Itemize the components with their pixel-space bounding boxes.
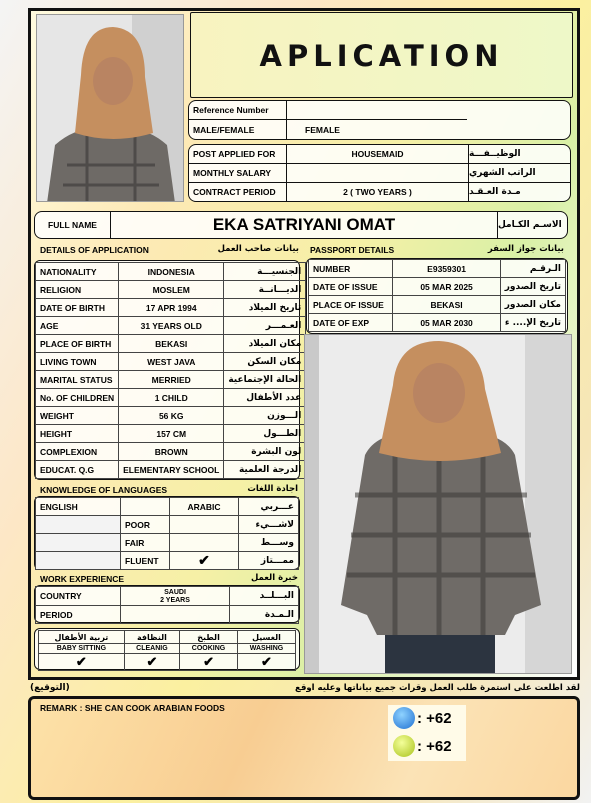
details-row-value: BEKASI bbox=[119, 335, 224, 353]
skill-ar: تربية الأطفال bbox=[39, 631, 125, 644]
period-label: PERIOD bbox=[36, 606, 121, 624]
details-row bbox=[36, 335, 306, 353]
skill-check: ✔ bbox=[180, 654, 238, 671]
skills-table bbox=[38, 630, 296, 671]
skill-ar: الغسيل bbox=[238, 631, 296, 644]
passport-row-label: NUMBER bbox=[309, 260, 393, 278]
post-applied-value: HOUSEMAID bbox=[287, 145, 469, 164]
country-value bbox=[121, 587, 230, 606]
details-row bbox=[36, 281, 306, 299]
details-row-ar: لون البشرة bbox=[224, 443, 306, 461]
details-row-label: LIVING TOWN bbox=[36, 353, 119, 371]
reference-number-label: Reference Number bbox=[189, 101, 287, 120]
gender-label: MALE/FEMALE bbox=[189, 120, 287, 139]
details-row-label: PLACE OF BIRTH bbox=[36, 335, 119, 353]
gender-value: FEMALE bbox=[305, 124, 340, 135]
details-table bbox=[35, 262, 306, 479]
declaration-text: لقد اطلعت على استمرة طلب العمل وقرات جميع بياناتها وعليه اوقع bbox=[295, 683, 580, 693]
passport-table bbox=[308, 259, 566, 332]
level-check: ✔ bbox=[170, 552, 239, 570]
details-row-value: ELEMENTARY SCHOOL bbox=[119, 461, 224, 479]
details-row-label: HEIGHT bbox=[36, 425, 119, 443]
details-row-label: DATE OF BIRTH bbox=[36, 299, 119, 317]
post-applied-ar: الوظيــفـــة bbox=[469, 145, 570, 164]
work-table bbox=[35, 586, 299, 624]
remark-text: REMARK : SHE CAN COOK ARABIAN FOODS bbox=[40, 703, 225, 713]
level-check bbox=[170, 534, 239, 552]
details-row-ar: تاريخ الميلاد bbox=[224, 299, 306, 317]
full-body-photo bbox=[304, 334, 572, 674]
country-value-text: SAUDI bbox=[164, 588, 186, 596]
details-row-value: 31 YEARS OLD bbox=[119, 317, 224, 335]
passport-row-ar: تاريخ الإ.... ء bbox=[500, 314, 565, 332]
details-row bbox=[36, 407, 306, 425]
passport-row bbox=[309, 296, 566, 314]
details-row-value: 17 APR 1994 bbox=[119, 299, 224, 317]
details-row-label: COMPLEXION bbox=[36, 443, 119, 461]
skill-label: WASHING bbox=[238, 644, 296, 654]
portrait-photo bbox=[36, 14, 184, 202]
passport-row-ar: الـرقـم bbox=[500, 260, 565, 278]
employment-box bbox=[188, 144, 571, 202]
skill-ar: الطبخ bbox=[180, 631, 238, 644]
contract-period-value: 2 ( TWO YEARS ) bbox=[287, 183, 469, 201]
details-row-ar: الدرجة العلمية bbox=[224, 461, 306, 479]
period-value-text: 2 YEARS bbox=[160, 596, 190, 604]
details-row-ar: مكان الميلاد bbox=[224, 335, 306, 353]
passport-row-ar: تاريخ الصدور bbox=[500, 278, 565, 296]
level-ar: وســـط bbox=[239, 534, 299, 552]
details-row-value: 56 KG bbox=[119, 407, 224, 425]
details-row-value: 1 CHILD bbox=[119, 389, 224, 407]
post-applied-label: POST APPLIED FOR bbox=[189, 145, 287, 164]
passport-row-value: BEKASI bbox=[393, 296, 500, 314]
level-check bbox=[170, 516, 239, 534]
passport-row-value: 05 MAR 2025 bbox=[393, 278, 500, 296]
details-row-value: MERRIED bbox=[119, 371, 224, 389]
passport-row-label: DATE OF ISSUE bbox=[309, 278, 393, 296]
skill-check: ✔ bbox=[39, 654, 125, 671]
mobile-icon bbox=[393, 735, 415, 757]
monthly-salary-label: MONTHLY SALARY bbox=[189, 164, 287, 183]
work-heading-ar: خبرة العمل bbox=[250, 573, 298, 583]
country-label: COUNTRY bbox=[36, 587, 121, 606]
details-row bbox=[36, 371, 306, 389]
passport-row bbox=[309, 260, 566, 278]
level-label: POOR bbox=[121, 516, 170, 534]
passport-row-value: E9359301 bbox=[393, 260, 500, 278]
full-name-box bbox=[34, 211, 568, 239]
level-row bbox=[36, 534, 299, 552]
arabic-label: ARABIC bbox=[170, 498, 239, 516]
skill-check: ✔ bbox=[124, 654, 179, 671]
details-row-label: NATIONALITY bbox=[36, 263, 119, 281]
details-row-value: INDONESIA bbox=[119, 263, 224, 281]
details-row-ar: العـمـــر bbox=[224, 317, 306, 335]
reference-number-value bbox=[287, 101, 467, 120]
details-row bbox=[36, 317, 306, 335]
details-row-value: WEST JAVA bbox=[119, 353, 224, 371]
work-heading: WORK EXPERIENCE bbox=[40, 574, 125, 584]
reference-box bbox=[188, 100, 571, 140]
details-heading-ar: بيانات صاحب العمل bbox=[217, 244, 299, 254]
english-blank bbox=[121, 498, 170, 516]
passport-row-label: PLACE OF ISSUE bbox=[309, 296, 393, 314]
details-row-label: RELIGION bbox=[36, 281, 119, 299]
passport-heading-ar: بيانات جواز السفر bbox=[487, 244, 564, 254]
monthly-salary-ar: الراتب الشهري bbox=[469, 164, 570, 183]
details-row bbox=[36, 353, 306, 371]
page-title: APLICATION bbox=[259, 39, 504, 73]
details-row-ar: مكان السكن bbox=[224, 353, 306, 371]
details-row bbox=[36, 263, 306, 281]
passport-heading: PASSPORT DETAILS bbox=[310, 245, 395, 255]
passport-row-value: 05 MAR 2030 bbox=[393, 314, 500, 332]
details-row-value: BROWN bbox=[119, 443, 224, 461]
full-name-label: FULL NAME bbox=[35, 212, 111, 238]
contract-period-ar: مـدة العـقـد bbox=[469, 187, 521, 197]
passport-row-label: DATE OF EXP bbox=[309, 314, 393, 332]
arabic-ar: عـــربي bbox=[239, 498, 299, 516]
passport-row bbox=[309, 278, 566, 296]
details-row-ar: الطـــول bbox=[224, 425, 306, 443]
languages-table bbox=[35, 497, 299, 570]
skill-ar: النظافة bbox=[124, 631, 179, 644]
details-row-label: No. OF CHILDREN bbox=[36, 389, 119, 407]
level-label: FAIR bbox=[121, 534, 170, 552]
languages-heading-ar: اجادة اللغات bbox=[247, 484, 298, 494]
period-value bbox=[121, 606, 230, 624]
details-row-label: WEIGHT bbox=[36, 407, 119, 425]
skill-label: BABY SITTING bbox=[39, 644, 125, 654]
details-row bbox=[36, 299, 306, 317]
details-row-ar: عدد الأطفال bbox=[224, 389, 306, 407]
level-ar: ممـــتاز bbox=[239, 552, 299, 570]
languages-heading: KNOWLEDGE OF LANGUAGES bbox=[40, 485, 168, 495]
details-row-ar: الحالة الإجتماعية bbox=[224, 371, 306, 389]
details-row-label: EDUCAT. Q.G bbox=[36, 461, 119, 479]
level-row bbox=[36, 552, 299, 570]
signature-label: (التوقيع) bbox=[30, 683, 70, 693]
skill-label: CLEANIG bbox=[124, 644, 179, 654]
english-label: ENGLISH bbox=[36, 498, 121, 516]
details-row-value: 157 CM bbox=[119, 425, 224, 443]
details-row-label: AGE bbox=[36, 317, 119, 335]
level-label: FLUENT bbox=[121, 552, 170, 570]
full-name-value: EKA SATRIYANI OMAT bbox=[212, 215, 396, 234]
details-row-ar: الـــوزن bbox=[224, 407, 306, 425]
details-row bbox=[36, 443, 306, 461]
details-row-ar: الجنسيـــة bbox=[224, 263, 306, 281]
details-row bbox=[36, 461, 306, 479]
title-box bbox=[190, 12, 573, 98]
details-heading: DETAILS OF APPLICATION bbox=[40, 245, 149, 255]
phone-icon bbox=[393, 707, 415, 729]
phone-number-2: : +62 bbox=[417, 738, 452, 755]
monthly-salary-value bbox=[287, 164, 469, 183]
skill-check: ✔ bbox=[238, 654, 296, 671]
passport-row-ar: مكان الصدور bbox=[500, 296, 565, 314]
period-ar: الـمـدة bbox=[230, 606, 299, 624]
details-row bbox=[36, 425, 306, 443]
details-row-value: MOSLEM bbox=[119, 281, 224, 299]
details-row-label: MARITAL STATUS bbox=[36, 371, 119, 389]
full-name-ar: الاسـم الكـامل bbox=[497, 212, 567, 238]
country-ar: البـــلــد bbox=[230, 587, 299, 606]
details-row-ar: الديـــانــة bbox=[224, 281, 306, 299]
phone-number-1: : +62 bbox=[417, 710, 452, 727]
level-row bbox=[36, 516, 299, 534]
passport-row bbox=[309, 314, 566, 332]
contract-period-label: CONTRACT PERIOD bbox=[189, 183, 287, 201]
skill-label: COOKING bbox=[180, 644, 238, 654]
level-ar: لاشـــيء bbox=[239, 516, 299, 534]
details-row bbox=[36, 389, 306, 407]
